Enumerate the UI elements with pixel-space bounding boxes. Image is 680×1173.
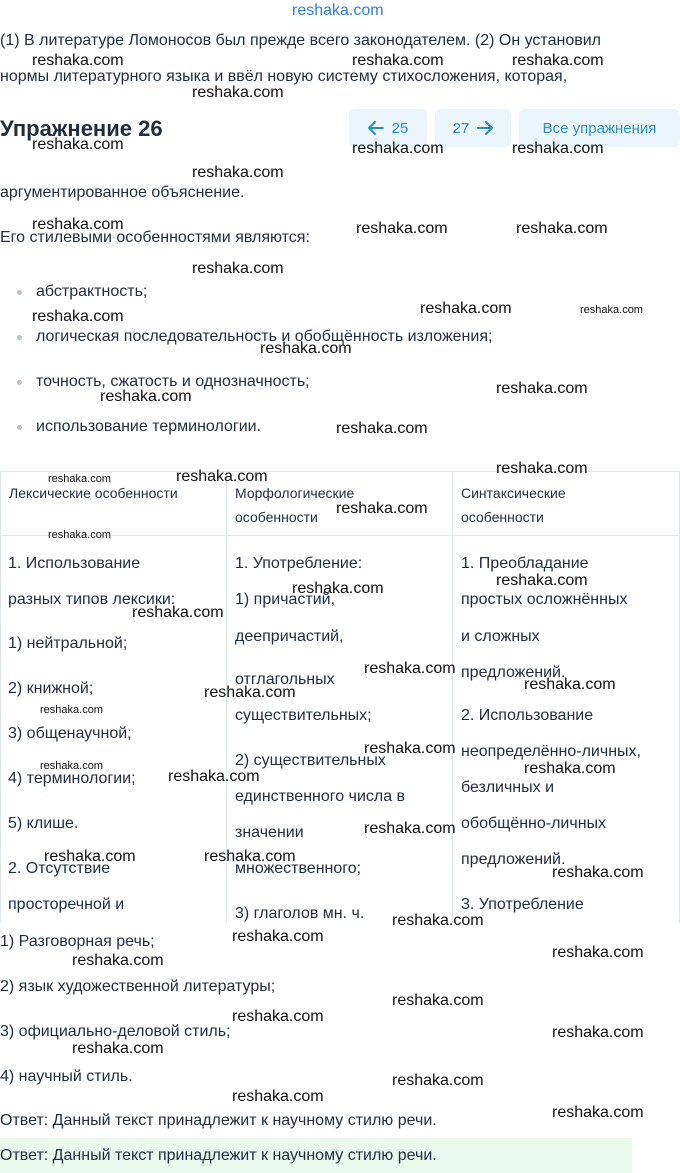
watermark-text: reshaka.com — [364, 740, 456, 757]
watermark-text: reshaka.com — [496, 380, 588, 397]
watermark-text: reshaka.com — [496, 572, 588, 589]
watermark-text: reshaka.com — [352, 140, 444, 157]
watermark-text: reshaka.com — [552, 864, 644, 881]
watermark-text: reshaka.com — [392, 912, 484, 929]
prev-exercise-label: 25 — [391, 119, 409, 137]
features-table — [0, 471, 680, 923]
watermark-text: reshaka.com — [552, 1104, 644, 1121]
table-cell-line: безличных и — [461, 779, 555, 796]
arrow-right-icon — [477, 121, 493, 135]
option-item: 3) официально-деловой стиль; — [0, 1023, 231, 1040]
watermark-text: reshaka.com — [192, 84, 284, 101]
feature-item: точность, сжатость и однозначность; — [36, 373, 310, 390]
table-cell-line: 5) клише. — [8, 815, 79, 832]
table-cell-line: предложений. — [461, 664, 566, 681]
watermark-text: reshaka.com — [192, 260, 284, 277]
table-header-morphological: Морфологические — [235, 485, 355, 501]
table-border-left — [0, 471, 1, 923]
bullet-icon — [17, 335, 22, 340]
watermark-text: reshaka.com — [176, 468, 268, 485]
table-cell-line: 3) общенаучной; — [8, 725, 132, 742]
watermark-text: reshaka.com — [352, 52, 444, 69]
watermark-text: reshaka.com — [204, 848, 296, 865]
watermark-text: reshaka.com — [512, 52, 604, 69]
next-exercise-label: 27 — [452, 119, 470, 137]
watermark-text: reshaka.com — [516, 220, 608, 237]
option-item: 2) язык художественной литературы; — [0, 978, 276, 995]
next-exercise-button[interactable] — [435, 109, 511, 147]
watermark-text: reshaka.com — [44, 848, 136, 865]
table-cell-line: 1. Использование — [8, 555, 141, 572]
site-link[interactable]: reshaka.com — [292, 2, 384, 19]
watermark-text: reshaka.com — [512, 140, 604, 157]
table-cell-line: разных типов лексики: — [8, 591, 176, 608]
table-divider — [226, 471, 227, 923]
option-item: 4) научный стиль. — [0, 1068, 133, 1085]
watermark-text: reshaka.com — [132, 604, 224, 621]
table-cell-line: деепричастий, — [235, 628, 344, 645]
watermark-text: reshaka.com — [48, 529, 111, 541]
table-header-border — [0, 535, 680, 536]
arrow-left-icon — [368, 121, 384, 135]
bullet-icon — [17, 290, 22, 295]
watermark-text: reshaka.com — [364, 660, 456, 677]
watermark-text: reshaka.com — [552, 944, 644, 961]
watermark-text: reshaka.com — [420, 300, 512, 317]
table-cell-line: множественного; — [235, 860, 362, 877]
table-cell-line: 2) книжной; — [8, 680, 94, 697]
table-cell-line: предложений. — [461, 851, 566, 868]
all-exercises-button[interactable] — [519, 109, 680, 147]
watermark-text: reshaka.com — [524, 676, 616, 693]
watermark-text: reshaka.com — [336, 500, 428, 517]
watermark-text: reshaka.com — [524, 760, 616, 777]
table-cell-line: просторечной и — [8, 896, 125, 913]
table-cell-line: 2. Отсутствие — [8, 860, 111, 877]
bullet-icon — [17, 380, 22, 385]
table-header-syntactic: Синтаксические — [461, 485, 566, 501]
feature-item: использование терминологии. — [36, 418, 262, 435]
table-border-top — [0, 471, 680, 472]
watermark-text: reshaka.com — [552, 1024, 644, 1041]
watermark-text: reshaka.com — [192, 164, 284, 181]
answer-box — [0, 1138, 632, 1173]
explanation-line: аргументированное объяснение. — [0, 184, 245, 201]
watermark-text: reshaka.com — [496, 460, 588, 477]
bullet-icon — [17, 425, 22, 430]
table-cell-line: 3. Употребление — [461, 896, 584, 913]
table-cell-line: неопределённо-личных, — [461, 743, 641, 760]
answer-box-text: Ответ: Данный текст принадлежит к научному стилю речи. — [0, 1147, 437, 1164]
table-cell-line: обобщённо-личных — [461, 815, 607, 832]
watermark-text: reshaka.com — [356, 220, 448, 237]
intro-line-1: (1) В литературе Ломоносов был прежде всего законодателем. (2) Он установил — [0, 32, 601, 49]
watermark-text: reshaka.com — [580, 304, 643, 316]
table-cell-line: 1. Употребление: — [235, 555, 363, 572]
watermark-text: reshaka.com — [40, 704, 103, 716]
prev-exercise-button[interactable] — [349, 109, 427, 147]
watermark-text: reshaka.com — [40, 760, 103, 772]
exercise-title: Упражнение 26 — [0, 116, 163, 141]
table-header-syntactic: особенности — [461, 509, 544, 525]
watermark-text: reshaka.com — [32, 216, 124, 233]
watermark-text: reshaka.com — [392, 992, 484, 1009]
table-header-lexical: Лексические особенности — [9, 485, 178, 501]
watermark-text: reshaka.com — [232, 1088, 324, 1105]
table-cell-line: и сложных — [461, 628, 540, 645]
watermark-text: reshaka.com — [292, 580, 384, 597]
watermark-text: reshaka.com — [392, 1072, 484, 1089]
table-cell-line: 4) терминологии; — [8, 770, 136, 787]
features-intro: Его стилевыми особенностями являются: — [0, 229, 310, 246]
answer-text: Ответ: Данный текст принадлежит к научному стилю речи. — [0, 1112, 437, 1129]
feature-item: логическая последовательность и обобщённость изложения; — [36, 328, 493, 345]
table-cell-line: 2. Использование — [461, 707, 594, 724]
watermark-text: reshaka.com — [232, 1008, 324, 1025]
watermark-text: reshaka.com — [100, 388, 192, 405]
watermark-text: reshaka.com — [72, 1040, 164, 1057]
watermark-text: reshaka.com — [336, 420, 428, 437]
feature-item: абстрактность; — [36, 283, 148, 300]
table-cell-line: отглагольных — [235, 671, 335, 688]
option-item: 1) Разговорная речь; — [0, 933, 155, 950]
watermark-text: reshaka.com — [204, 684, 296, 701]
table-cell-line: 3) глаголов мн. ч. — [235, 905, 365, 922]
table-header-morphological: особенности — [235, 509, 318, 525]
table-cell-line: 2) существительных — [235, 752, 386, 769]
watermark-text: reshaka.com — [260, 340, 352, 357]
intro-line-2: нормы литературного языка и ввёл новую систему стихосложения, которая, — [0, 68, 568, 85]
watermark-text: reshaka.com — [48, 473, 111, 485]
table-cell-line: существительных; — [235, 707, 372, 724]
table-cell-line: 1) причастий, — [235, 591, 336, 608]
watermark-text: reshaka.com — [168, 768, 260, 785]
watermark-text: reshaka.com — [32, 136, 124, 153]
all-exercises-label: Все упражнения — [542, 119, 657, 137]
table-cell-line: простых осложнённых — [461, 591, 628, 608]
watermark-text: reshaka.com — [32, 52, 124, 69]
watermark-text: reshaka.com — [32, 308, 124, 325]
watermark-text: reshaka.com — [232, 928, 324, 945]
table-divider — [452, 471, 453, 923]
table-cell-line: значении — [235, 824, 304, 841]
watermark-text: reshaka.com — [72, 952, 164, 969]
table-cell-line: единственного числа в — [235, 788, 406, 805]
watermark-text: reshaka.com — [364, 820, 456, 837]
table-cell-line: 1. Преобладание — [461, 555, 589, 572]
table-cell-line: 1) нейтральной; — [8, 635, 128, 652]
